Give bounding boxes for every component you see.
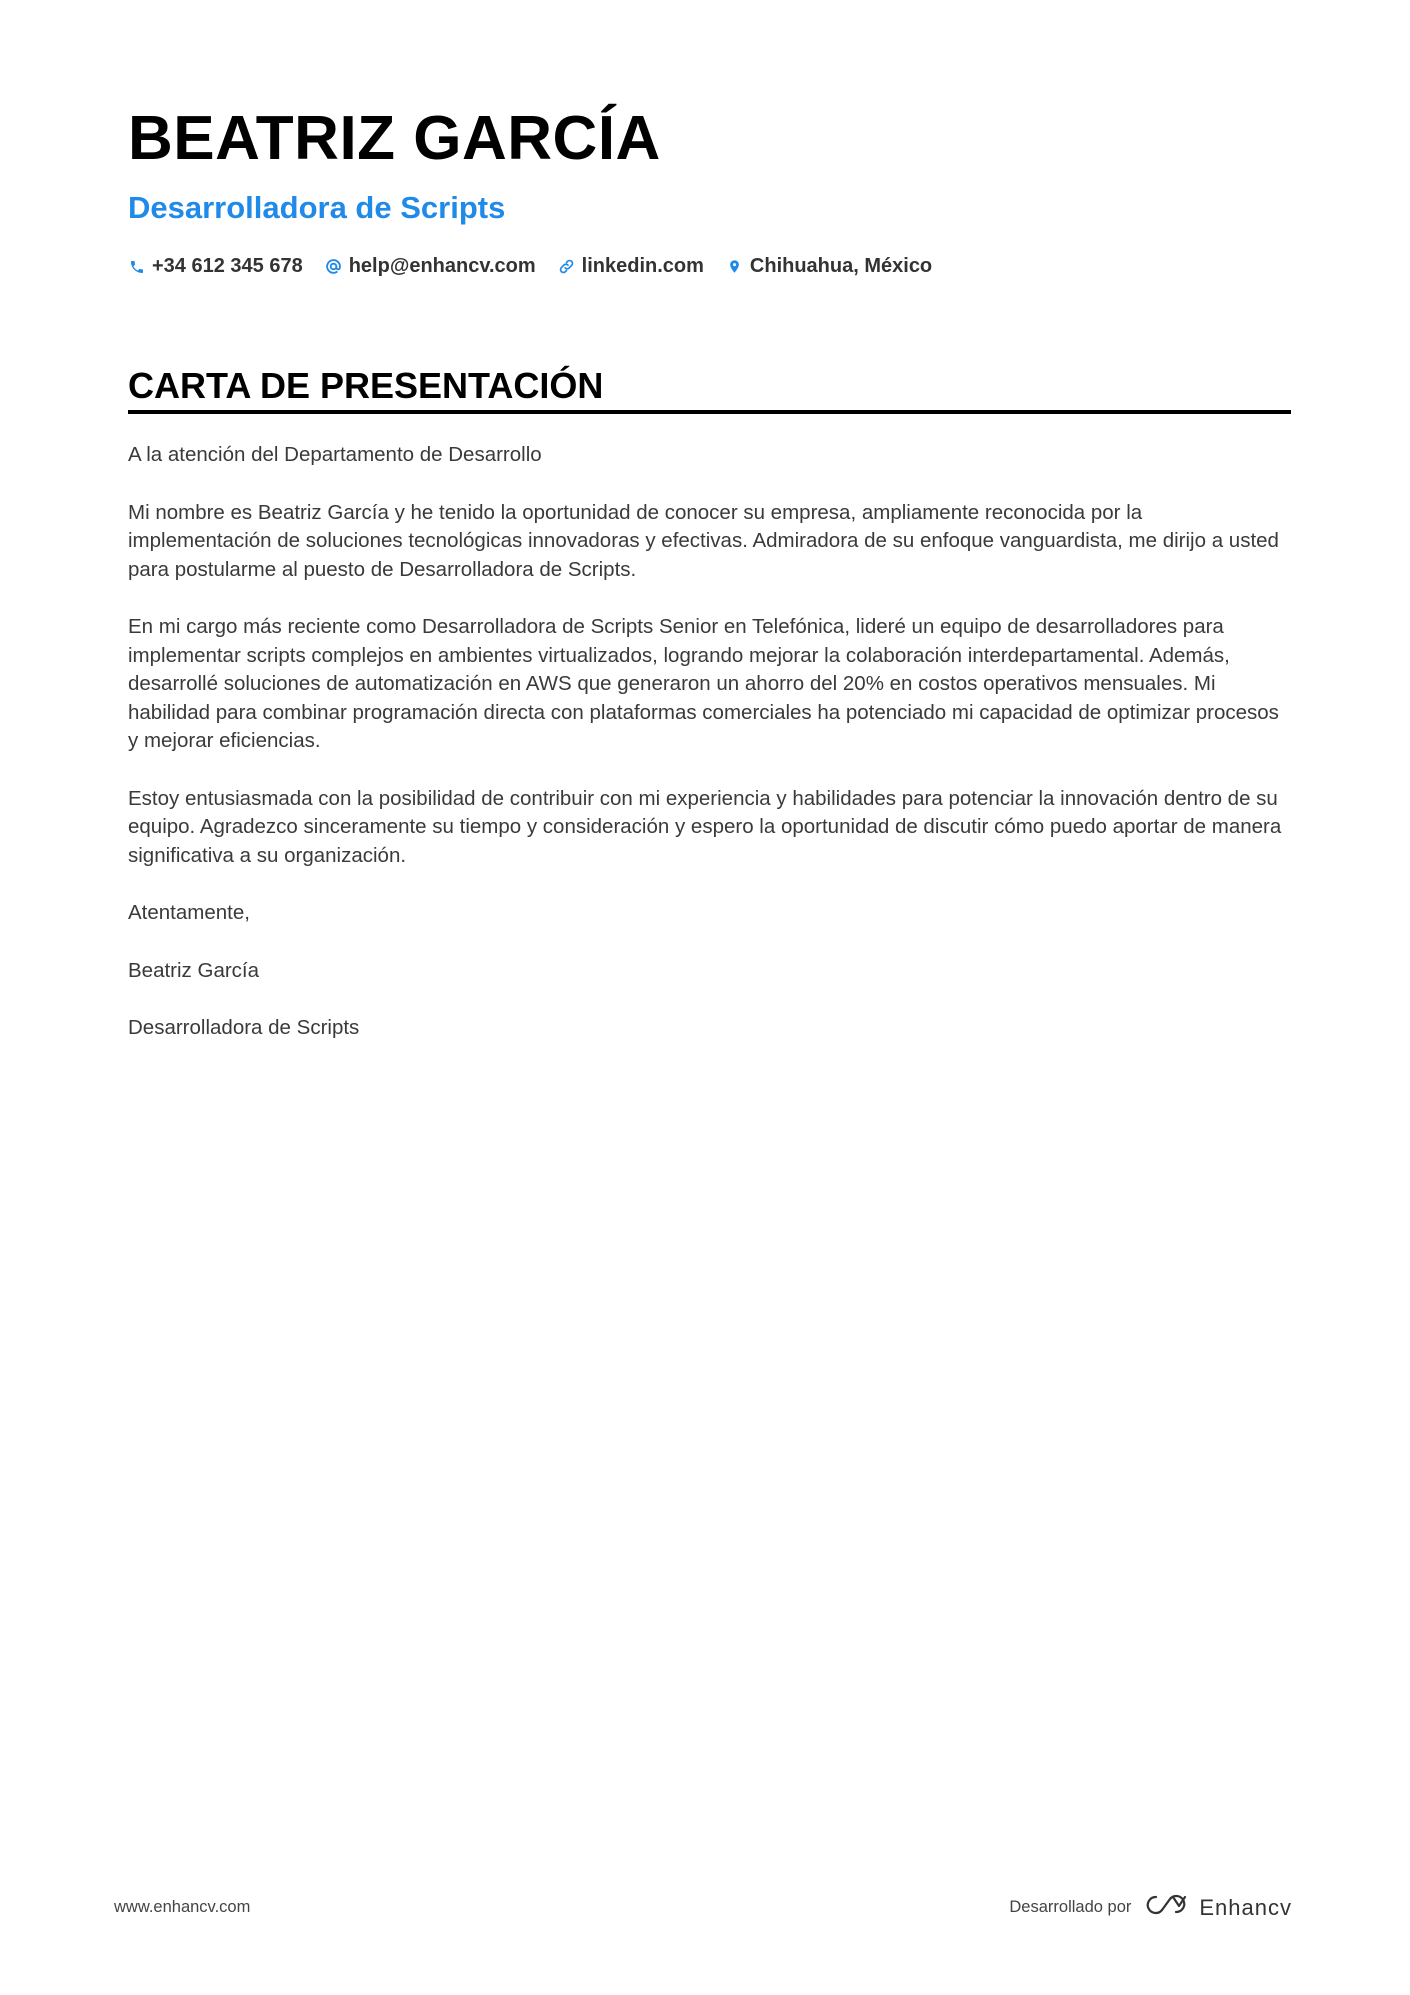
contact-email[interactable] — [325, 255, 536, 278]
section-divider — [128, 410, 1291, 414]
location-pin-icon — [726, 258, 744, 276]
enhancv-logo-icon — [1143, 1892, 1189, 1923]
brand-name: Enhancv — [1199, 1894, 1292, 1920]
footer-branding — [1009, 1892, 1292, 1923]
letter-closing: Atentamente, — [128, 901, 250, 924]
contact-linkedin-text[interactable]: linkedin.com — [581, 255, 704, 277]
signature-name: Beatriz García — [128, 958, 260, 982]
contact-location-text: Chihuahua, México — [749, 255, 933, 277]
phone-icon — [128, 258, 146, 276]
candidate-name: BEATRIZ GARCÍA — [128, 104, 661, 173]
at-icon — [325, 258, 343, 276]
contact-phone — [128, 255, 303, 278]
footer-website[interactable]: www.enhancv.com — [114, 1898, 251, 1916]
contact-bar — [128, 255, 932, 278]
letter-paragraph: Estoy entusiasmada con la posibilidad de contribuir con mi experiencia y habilidades para potenciar la innovación dentro de su equipo. Agradezco sinceramente su tiempo y consideración y espero la oportunidad de discutir cómo puedo aportar de manera significativa a su organización. — [128, 786, 1282, 867]
candidate-role: Desarrolladora de Scripts — [128, 190, 506, 225]
signature-title: Desarrolladora de Scripts — [128, 1016, 360, 1039]
contact-email-text[interactable]: help@enhancv.com — [348, 255, 536, 277]
brand[interactable] — [1143, 1892, 1292, 1923]
contact-location — [726, 255, 932, 278]
letter-salutation: A la atención del Departamento de Desarrollo — [128, 443, 542, 466]
contact-linkedin[interactable] — [558, 255, 704, 278]
link-icon — [558, 258, 576, 276]
powered-by-label: Desarrollado por — [1009, 1898, 1132, 1916]
letter-body — [128, 441, 1291, 1072]
letter-paragraph: Mi nombre es Beatriz García y he tenido la oportunidad de conocer su empresa, ampliamente reconocida por la implementación de soluciones tecnológicas innovadoras y efectivas. Admiradora de su enfoque vanguardista, me dirijo a usted para postularme al puesto de Desarrolladora de Scripts. — [128, 500, 1279, 581]
contact-phone-text: +34 612 345 678 — [152, 255, 303, 277]
letter-paragraph: En mi cargo más reciente como Desarrolladora de Scripts Senior en Telefónica, lideré un equipo de desarrolladores para implementar scripts complejos en ambientes virtualizados, logrando mejorar la colaboración interdepartamental. Además, desarrollé soluciones de automatización en AWS que generaron un ahorro del 20% en costos operativos mensuales. Mi habilidad para combinar programación directa con plataformas comerciales ha potenciado mi capacidad de optimizar procesos y mejorar eficiencias. — [128, 615, 1279, 752]
section-title: CARTA DE PRESENTACIÓN — [128, 365, 604, 406]
